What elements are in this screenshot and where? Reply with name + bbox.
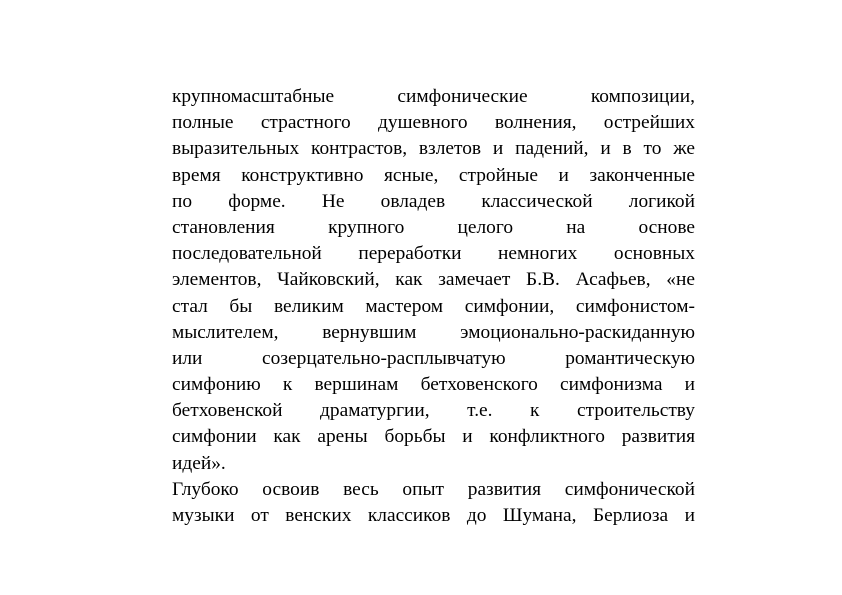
text-line: идей». <box>172 452 226 474</box>
text-line: или созерцательно-расплывчатую романтическую <box>172 347 695 369</box>
text-line: мыслителем, вернувшим эмоционально-раскиданную <box>172 321 695 343</box>
text-line: становления крупного целого на основе <box>172 216 695 238</box>
text-line: полные страстного душевного волнения, острейших <box>172 112 695 134</box>
text-line: музыки от венских классиков до Шумана, Берлиоза и <box>172 505 695 526</box>
paragraph-2 <box>172 477 695 529</box>
text-line: Глубоко освоив весь опыт развития симфонической <box>172 478 695 500</box>
body-text <box>172 84 695 529</box>
text-line: крупномасштабные симфонические композиции, <box>172 86 695 107</box>
text-line: элементов, Чайковский, как замечает Б.В. Асафьев, «не <box>172 269 695 291</box>
text-line: по форме. Не овладев классической логикой <box>172 190 695 212</box>
text-line: выразительных контрастов, взлетов и падений, и в то же <box>172 138 695 160</box>
text-line: бетховенской драматургии, т.е. к строительству <box>172 400 695 422</box>
text-line: время конструктивно ясные, стройные и законченные <box>172 164 695 186</box>
text-line: симфонии как арены борьбы и конфликтного развития <box>172 426 695 448</box>
text-line: симфонию к вершинам бетховенского симфонизма и <box>172 374 695 396</box>
text-line: стал бы великим мастером симфонии, симфонистом- <box>172 295 695 317</box>
text-line: последовательной переработки немногих основных <box>172 243 695 265</box>
paragraph-1 <box>172 84 695 477</box>
